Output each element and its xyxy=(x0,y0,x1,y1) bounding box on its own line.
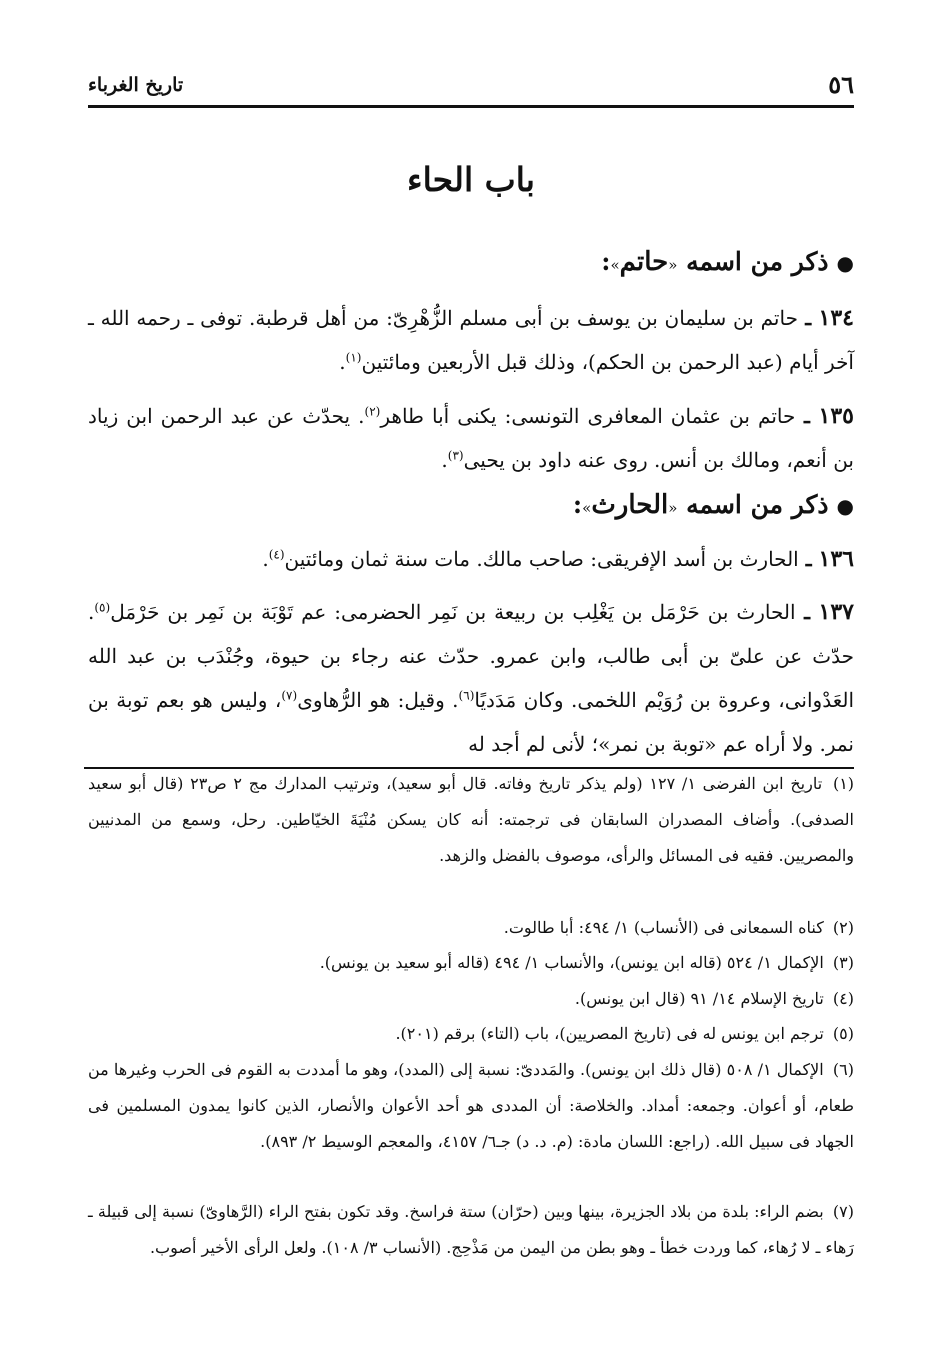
entry-text-continued: ، وليس هو بعم توبة بن نمر. ولا أراه عم «توبة بن نمر»؛ لأنى لم أجد له xyxy=(88,688,854,756)
footnote-ref: (٢) xyxy=(364,404,381,419)
quote-open: « xyxy=(668,256,678,274)
quote-close: » xyxy=(582,499,592,517)
entry-text: الحارث بن أسد الإفريقى: صاحب مالك. مات سنة ثمان ومائتين xyxy=(284,547,799,571)
footnote-text: ترجم ابن يونس له فى (تاريخ المصريين)، باب (التاء) برقم (٢٠١). xyxy=(395,1024,824,1043)
footnote-number: (٧) xyxy=(832,1202,855,1221)
footnote-7 xyxy=(88,1194,854,1266)
entry-end: . xyxy=(339,350,346,374)
entry-text: الحارث بن حَرْمَل بن يَغْلِب بن ربيعة بن نَمِر الحضرمى: عم تَوْبَة بن نَمِر بن حَرْمَل xyxy=(110,600,796,624)
footnote-5 xyxy=(88,1016,854,1052)
section-heading-harith xyxy=(88,490,854,520)
footnote-6 xyxy=(88,1052,854,1160)
entry-136: ١٣٦ ـ الحارث بن أسد الإفريقى: صاحب مالك. مات سنة ثمان ومائتين$^{(٤)}$. xyxy=(262,546,854,572)
quote-open: « xyxy=(668,499,678,517)
footnote-ref: (٧) xyxy=(281,688,298,703)
entry-text-continued: . حدّث عن علىّ بن أبى طالب، وابن عمرو. حدّث عنه رجاء بن حيوة، وجُنْدَب بن عبد الله العَدْوانى، وعروة بن رُوَيْم اللخمى. وكان مَدَديًا xyxy=(88,600,855,712)
section-suffix: : xyxy=(572,490,583,519)
book-title: تاريخ الغرباء xyxy=(88,74,184,96)
quote-close: » xyxy=(610,256,620,274)
footnote-ref: (٥) xyxy=(94,600,111,615)
footnote-text: بضم الراء: بلدة من بلاد الجزيرة، بينها وبين (حرّان) ستة فراسخ. وقد تكون بفتح الراء (الرَّهاوىّ) نسبة إلى قبيلة ـ رَهاء ـ لا رُهاء، كما وردت خطأ ـ وهو بطن من اليمن من مَذْحِج. (الأنساب ٣/ ١٠٨). ولعل الرأى الأخير أصوب. xyxy=(88,1202,854,1257)
footnote-ref: (٣) xyxy=(447,448,464,463)
entry-number: ١٣٧ xyxy=(818,599,854,625)
entry-137: ١٣٧ ـ الحارث بن حَرْمَل بن يَغْلِب بن ربيعة بن نَمِر الحضرمى: عم تَوْبَة بن نَمِر بن حَرْمَل$^{(٥)}$. حدّث عن علىّ بن أبى طالب، وابن عمرو. حدّث عنه رجاء بن حيوة، وجُنْدَب بن عبد الله العَدْوانى، وعروة بن رُوَيْم اللخمى. وكان مَدَديًا$^{(٦)}$. وقيل: هو الرُّهاوى$^{(٧)}$، وليس هو بعم توبة بن نمر. ولا أراه عم «توبة بن نمر»؛ لأنى لم أجد له xyxy=(88,599,855,756)
entry-number: ١٣٦ xyxy=(818,546,854,572)
entry-134: ١٣٤ ـ حاتم بن سليمان بن يوسف بن أبى مسلم الزُّهْرِىّ: من أهل قرطبة. توفى ـ رحمه الله ـ آخر أيام (عبد الرحمن بن الحكم)، وذلك قبل الأربعين ومائتين$^{(١)}$. xyxy=(88,305,854,374)
section-name: حاتم xyxy=(619,247,669,277)
entry-text-continued: . يحدّث عن عبد الرحمن ابن زياد بن أنعم، ومالك بن أنس. روى عنه داود بن يحيى xyxy=(88,404,854,472)
footnote-ref: (١) xyxy=(345,350,362,365)
footnote-number: (٤) xyxy=(832,989,854,1008)
entry-end: . xyxy=(441,448,448,472)
page-number: ٥٦ xyxy=(828,70,854,99)
section-prefix: ذكر من اسمه xyxy=(686,247,829,276)
section-heading-hatim xyxy=(88,247,854,277)
entry-text-continued: . وقيل: هو الرُّهاوى xyxy=(297,688,459,712)
footnote-2 xyxy=(88,910,854,946)
footnote-text: كناه السمعانى فى (الأنساب) ١/ ٤٩٤: أبا طالوت. xyxy=(503,918,824,937)
footnote-number: (٦) xyxy=(832,1060,854,1079)
footnote-text: الإكمال ١/ ٥٢٤ (قاله ابن يونس)، والأنساب ١/ ٤٩٤ (قاله أبو سعيد بن يونس). xyxy=(319,953,824,972)
header-rule xyxy=(88,105,854,108)
footnote-number: (٣) xyxy=(832,953,854,972)
footnote-1 xyxy=(88,766,854,874)
section-name: الحارث xyxy=(591,490,669,520)
bullet-icon: ● xyxy=(836,494,854,518)
running-head xyxy=(88,70,854,104)
footnote-number: (١) xyxy=(832,774,855,793)
footnote-text: تاريخ ابن الفرضى ١/ ١٢٧ (ولم يذكر تاريخ وفاته. قال أبو سعيد)، وترتيب المدارك مج ٢ ص٢٣ (قال أبو سعيد الصدفى). وأضاف المصدران السابقان فى ترجمته: أنه كان يسكن مُنْيَةَ الخيّاطين. رحل، وسمع من المدنيين والمصريين. فقيه فى المسائل والرأى، موصوف بالفضل والزهد. xyxy=(88,774,854,865)
entry-number: ١٣٥ xyxy=(818,403,854,429)
footnote-ref: (٦) xyxy=(458,688,475,703)
entry-text: حاتم بن عثمان المعافرى التونسى: يكنى أبا طاهر xyxy=(380,404,796,428)
footnote-text: الإكمال ١/ ٥٠٨ (قال ذلك ابن يونس). والمَددىّ: نسبة إلى (المدد)، وهو ما أمددت به القوم فى الحرب وغيرها من طعام، أو أعوان. وجمعه: أمداد. والخلاصة: أن المددى هو أحد الأعوان والأنصار، الذين كانوا يمدون المسلمين فى الجهاد فى سبيل الله. (راجع: اللسان مادة: (م. د. د) جـ٦/ ٤١٥٧، والمعجم الوسيط ٢/ ٨٩٣). xyxy=(88,1060,854,1151)
footnote-number: (٢) xyxy=(832,918,854,937)
footnote-4 xyxy=(88,981,854,1017)
footnote-number: (٥) xyxy=(832,1024,854,1043)
chapter-title: باب الحاء xyxy=(407,160,535,199)
footnote-ref: (٤) xyxy=(268,547,285,562)
footnote-text: تاريخ الإسلام ١٤/ ٩١ (قال ابن يونس). xyxy=(574,989,824,1008)
bullet-icon: ● xyxy=(836,251,854,275)
entry-number: ١٣٤ xyxy=(818,305,854,331)
entry-135: ١٣٥ ـ حاتم بن عثمان المعافرى التونسى: يكنى أبا طاهر$^{(٢)}$. يحدّث عن عبد الرحمن ابن زياد بن أنعم، ومالك بن أنس. روى عنه داود بن يحيى$^{(٣)}$. xyxy=(88,403,854,472)
footnote-3 xyxy=(88,945,854,981)
section-suffix: : xyxy=(601,247,611,276)
entry-text: حاتم بن سليمان بن يوسف بن أبى مسلم الزُّهْرِىّ: من أهل قرطبة. توفى ـ رحمه الله ـ آخر أيام (عبد الرحمن بن الحكم)، وذلك قبل الأربعين ومائتين xyxy=(88,306,854,374)
entry-end: . xyxy=(262,547,269,571)
section-prefix: ذكر من اسمه xyxy=(686,490,829,519)
